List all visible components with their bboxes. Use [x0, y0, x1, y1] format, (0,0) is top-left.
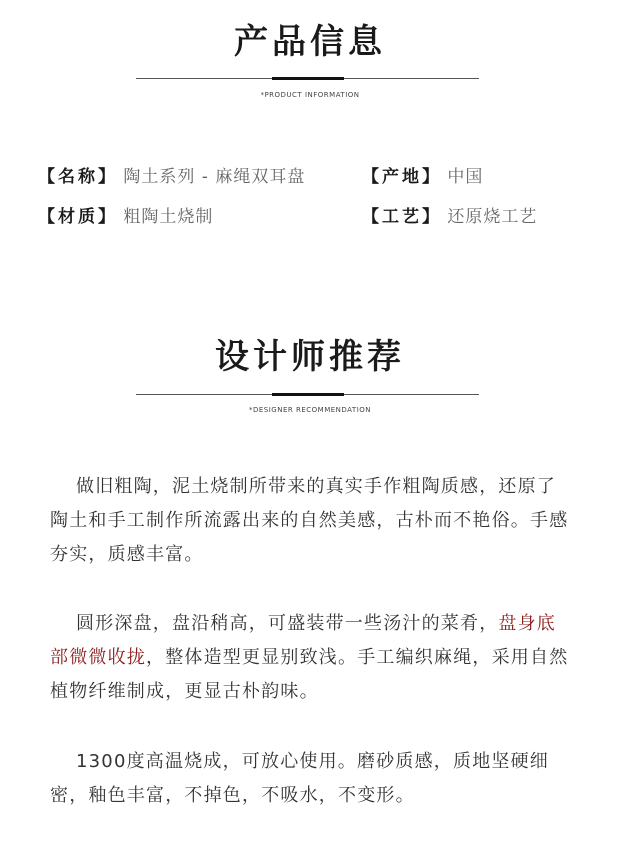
info-key: 【材质】 — [38, 207, 118, 227]
info-value: 陶土系列 - 麻绳双耳盘 — [123, 167, 306, 187]
designer-divider-accent — [272, 393, 344, 396]
info-item-name — [38, 165, 305, 189]
info-key: 【名称】 — [38, 167, 118, 187]
info-value: 还原烧工艺 — [447, 207, 538, 227]
info-item-craft — [362, 205, 537, 229]
designer-subtitle: *DESIGNER RECOMMENDATION — [248, 406, 371, 414]
info-item-material — [38, 205, 213, 229]
designer-title: 设计师推荐 — [215, 337, 405, 377]
paragraph-text: 圆形深盘，盘沿稍高，可盛装带一些汤汁的菜肴， — [76, 613, 499, 634]
product-info-divider-accent — [272, 77, 344, 80]
info-item-origin — [362, 165, 483, 189]
info-value: 粗陶土烧制 — [123, 207, 214, 227]
info-key: 【产地】 — [362, 167, 442, 187]
designer-header — [0, 337, 620, 377]
product-info-subtitle: *PRODUCT INFORMATION — [260, 91, 360, 99]
info-key: 【工艺】 — [362, 207, 442, 227]
designer-paragraph-2 — [50, 607, 572, 709]
designer-paragraph-3: 1300度高温烧成，可放心使用。磨砂质感，质地坚硬细密，釉色丰富，不掉色，不吸水，不变形。 — [50, 751, 550, 806]
product-info-title: 产品信息 — [234, 22, 386, 62]
product-info-header — [0, 22, 620, 62]
paragraph-text: ，整体造型更显别致浅。手工编织麻绳，采用自然植物纤维制成，更显古朴韵味。 — [50, 647, 569, 702]
highlighted-text: 盘身底部微微收拢 — [50, 613, 557, 668]
info-value: 中国 — [447, 167, 484, 187]
designer-paragraph-1: 做旧粗陶，泥土烧制所带来的真实手作粗陶质感，还原了陶土和手工制作所流露出来的自然美感，古朴而不艳俗。手感夯实，质感丰富。 — [50, 476, 569, 565]
